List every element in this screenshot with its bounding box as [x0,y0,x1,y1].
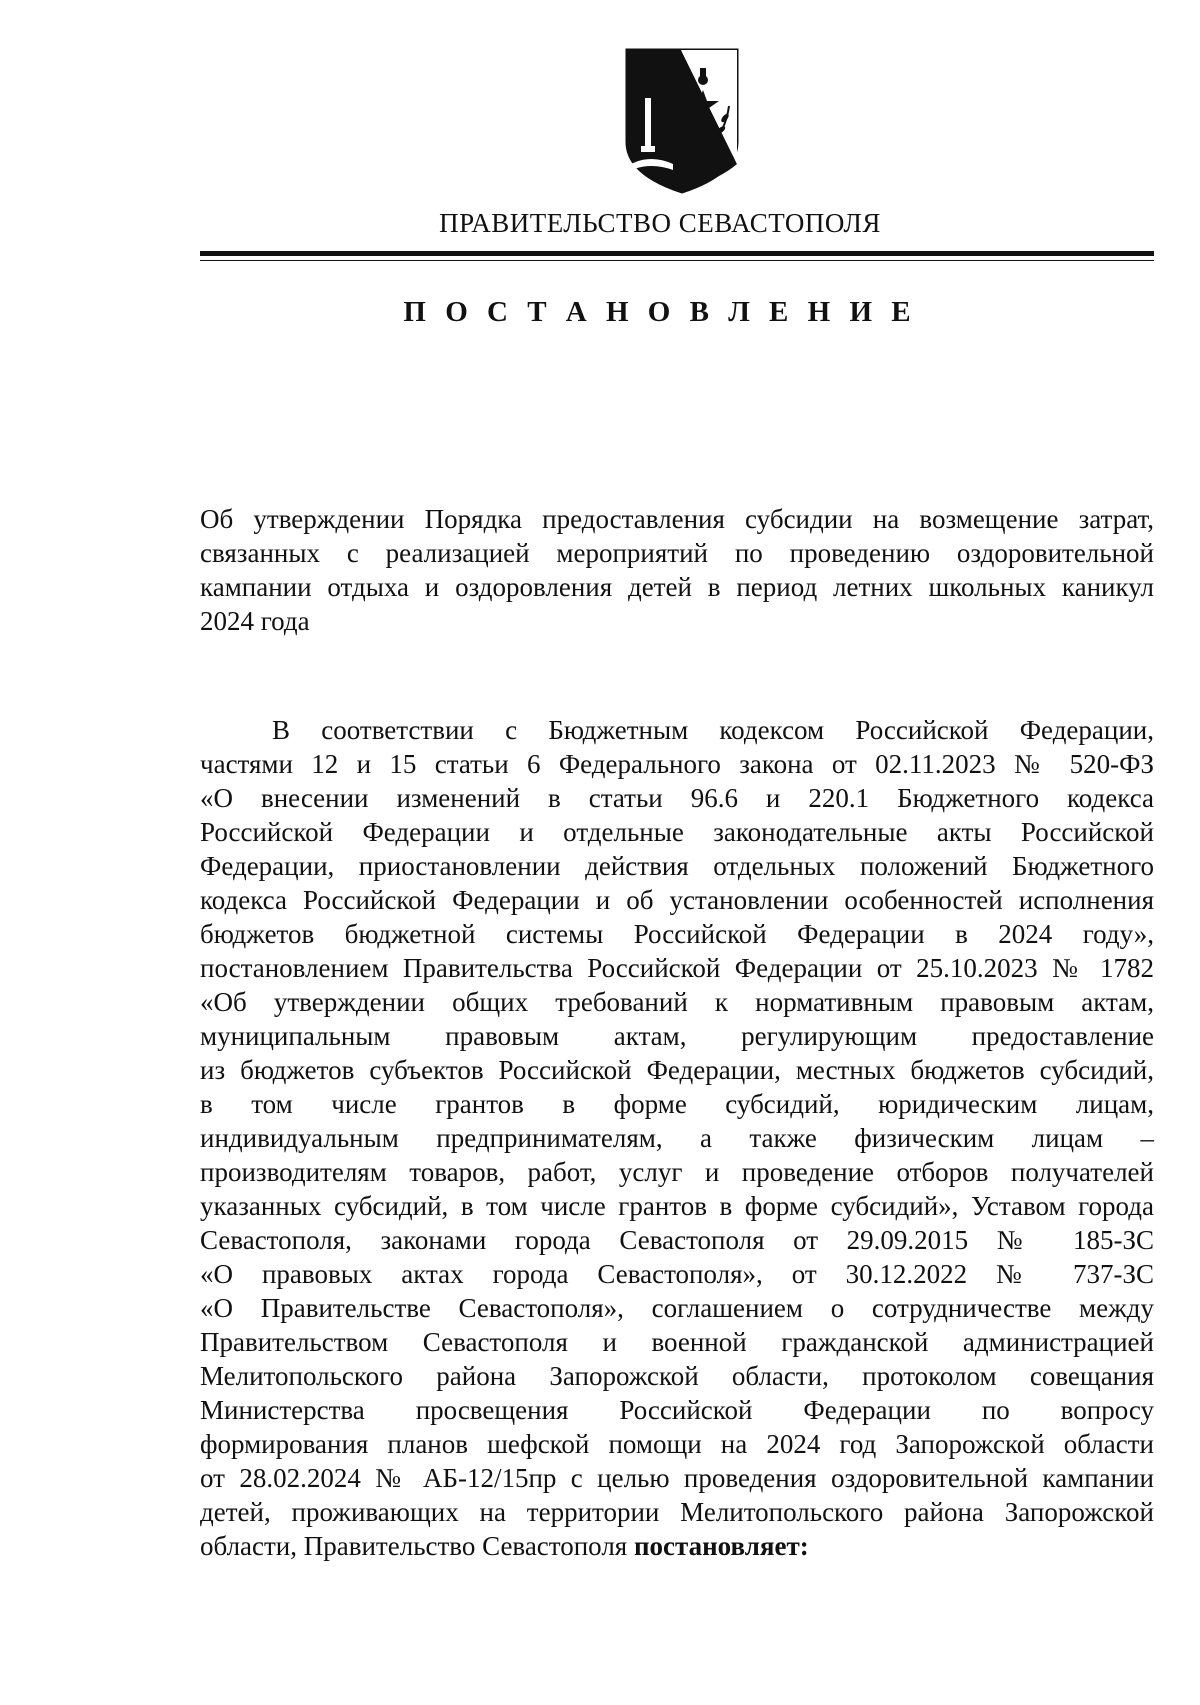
body-line: постановлением Правительства Российской Федерации от 25.10.2023 № 1782 [200,953,1154,983]
body-line: от 28.02.2024 № АБ-12/15пр с целью проведения оздоровительной кампании [200,1463,1154,1493]
body-line: Министерства просвещения Российской Федерации по вопросу [200,1395,1154,1425]
title-line: 2024 года [200,606,310,636]
organization-name: ПРАВИТЕЛЬСТВО СЕВАСТОПОЛЯ [439,208,881,238]
body-line: Севастополя, законами города Севастополя от 29.09.2015 № 185-ЗС [200,1225,1154,1255]
closing-line [200,1529,1154,1563]
body-line: В соответствии с Бюджетным кодексом Российской Федерации, [272,715,1154,745]
resolution-title [200,502,1154,638]
body-line: индивидуальным предпринимателям, а также физическим лицам – [200,1123,1154,1153]
header-rule-thin [200,260,1154,261]
body-line: детей, проживающих на территории Мелитопольского района Запорожской [200,1497,1154,1527]
body-line: Федерации, приостановлении действия отдельных положений Бюджетного [200,851,1154,881]
body-line: указанных субсидий, в том числе грантов в форме субсидий», Уставом города [200,1191,1154,1221]
resolves-keyword: постановляет: [633,1531,809,1561]
body-line: частями 12 и 15 статьи 6 Федерального закона от 02.11.2023 № 520-ФЗ [200,749,1154,779]
body-line: производителям товаров, работ, услуг и проведение отборов получателей [200,1157,1154,1187]
body-line: Правительством Севастополя и военной гражданской администрацией [200,1327,1154,1357]
body-line: формирования планов шефской помощи на 2024 год Запорожской области [200,1429,1154,1459]
title-line: Об утверждении Порядка предоставления субсидии на возмещение затрат, [200,504,1154,534]
sevastopol-coat-of-arms-icon [621,46,743,196]
body-line: Российской Федерации и отдельные законодательные акты Российской [200,817,1154,847]
body-line: кодекса Российской Федерации и об установлении особенностей исполнения [200,885,1154,915]
preamble-paragraph [200,713,1154,1563]
body-line: из бюджетов субъектов Российской Федерации, местных бюджетов субсидий, [200,1055,1154,1085]
title-line: связанных с реализацией мероприятий по проведению оздоровительной [200,538,1154,568]
body-line: «О правовых актах города Севастополя», от 30.12.2022 № 737-ЗС [200,1259,1154,1289]
body-line: Мелитопольского района Запорожской области, протоколом совещания [200,1361,1154,1391]
body-line: бюджетов бюджетной системы Российской Федерации в 2024 году», [200,919,1154,949]
body-line: «О Правительстве Севастополя», соглашением о сотрудничестве между [200,1293,1154,1323]
header-rule-thick [200,251,1154,256]
body-line: «Об утверждении общих требований к нормативным правовым актам, [200,987,1154,1017]
body-line: муниципальным правовым актам, регулирующим предоставление [200,1021,1154,1051]
closing-prefix: области, Правительство Севастополя [200,1531,634,1561]
body-line: «О внесении изменений в статьи 96.6 и 220.1 Бюджетного кодекса [200,783,1154,813]
document-type: П О С Т А Н О В Л Е Н И Е [403,296,917,328]
title-line: кампании отдыха и оздоровления детей в период летних школьных каникул [200,572,1154,602]
body-line: в том числе грантов в форме субсидий, юридическим лицам, [200,1089,1154,1119]
